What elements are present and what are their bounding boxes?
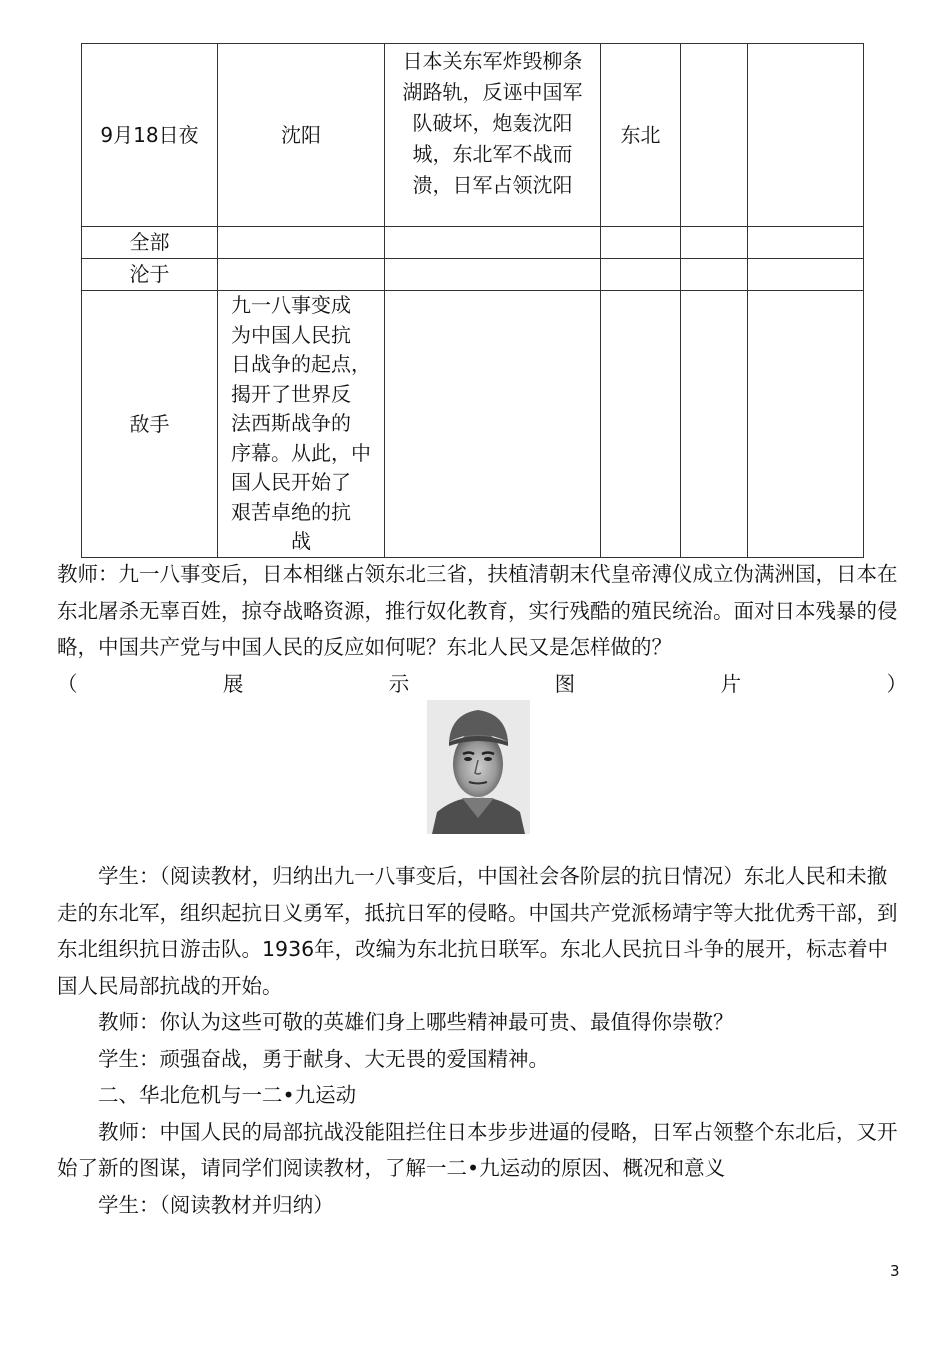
event-line: 溃，日军占领沈阳 <box>412 173 573 197</box>
show-char: 图 <box>554 671 576 696</box>
show-char: 示 <box>388 671 410 696</box>
student-paragraph-2: 学生：顽强奋战，勇于献身、大无畏的爱国精神。 <box>98 1046 549 1071</box>
place-cell: 沈阳 <box>218 44 385 227</box>
label-cell: 沦于 <box>82 259 218 291</box>
empty-cell <box>385 227 601 259</box>
empty-cell <box>681 227 748 259</box>
teacher-paragraph-2: 教师：你认为这些可敬的英雄们身上哪些精神最可贵、最值得你崇敬？ <box>98 1010 734 1034</box>
page-number: 3 <box>890 1262 900 1280</box>
table-row <box>82 227 864 259</box>
meaning-line: 为中国人民抗 <box>231 322 351 347</box>
meaning-line: 日战争的起点， <box>231 352 371 376</box>
student-answer-block <box>57 858 907 1223</box>
section-heading: 二、华北危机与一二•九运动 <box>98 1083 357 1107</box>
meaning-line: 揭开了世界反 <box>231 381 351 406</box>
meaning-line: 法西斯战争的 <box>231 411 351 435</box>
teacher-question-text: 教师：九一八事变后，日本相继占领东北三省，扶植清朝末代皇帝溥仪成立伪满洲国，日本在东北屠杀无辜百姓，掠夺战略资源，推行奴化教育，实行残酷的殖民统治。面对日本残暴的侵略，中国共产党与中国人民的反应如何呢？东北人民又是怎样做的？ <box>57 562 898 659</box>
event-cell <box>385 44 601 227</box>
empty-cell <box>681 44 748 227</box>
show-char: 片 <box>720 671 742 696</box>
event-line: 日本关东军炸毁柳条 <box>402 49 583 73</box>
empty-cell <box>748 44 864 227</box>
event-line: 城，东北军不战而 <box>412 142 573 166</box>
show-char: ） <box>886 671 907 696</box>
show-picture-line <box>57 666 907 703</box>
meaning-line: 战 <box>291 529 311 553</box>
empty-cell <box>218 227 385 259</box>
meaning-line: 艰苦卓绝的抗 <box>231 499 351 524</box>
meaning-cell <box>218 291 385 558</box>
label-cell: 全部 <box>82 227 218 259</box>
student-paragraph-3: 学生：（阅读教材并归纳） <box>98 1192 334 1217</box>
meaning-line: 国人民开始了 <box>231 470 351 494</box>
date-cell: 9月18日夜 <box>82 44 218 227</box>
empty-cell <box>218 259 385 291</box>
empty-cell <box>748 291 864 558</box>
student-paragraph: 学生：（阅读教材，归纳出九一八事变后，中国社会各阶层的抗日情况）东北人民和未撤走的东北军，组织起抗日义勇军，抵抗日军的侵略。中国共产党派杨靖宇等大批优秀干部，到东北组织抗日游击队。1936年，改编为东北抗日联军。东北人民抗日斗争的展开，标志着中国人民局部抗战的开始。 <box>57 864 898 998</box>
empty-cell <box>601 291 681 558</box>
empty-cell <box>601 259 681 291</box>
teacher-paragraph-1 <box>57 556 907 702</box>
label-cell: 敌手 <box>82 291 218 558</box>
region-cell: 东北 <box>601 44 681 227</box>
portrait-photo <box>427 700 530 834</box>
table-row <box>82 291 864 558</box>
table-row <box>82 44 864 227</box>
empty-cell <box>601 227 681 259</box>
empty-cell <box>385 259 601 291</box>
empty-cell <box>748 227 864 259</box>
show-char: 展 <box>222 671 244 696</box>
empty-cell <box>748 259 864 291</box>
teacher-paragraph-3: 教师：中国人民的局部抗战没能阻拦住日本步步进逼的侵略，日军占领整个东北后，又开始了新的图谋，请同学们阅读教材，了解一二•九运动的原因、概况和意义 <box>57 1119 898 1180</box>
empty-cell <box>681 259 748 291</box>
event-line: 队破坏，炮轰沈阳 <box>412 111 573 135</box>
empty-cell <box>681 291 748 558</box>
table-row <box>82 259 864 291</box>
meaning-line: 九一八事变成 <box>231 293 351 317</box>
empty-cell <box>385 291 601 558</box>
show-char: （ <box>57 671 78 696</box>
meaning-line: 序幕。从此，中 <box>231 440 371 465</box>
events-table <box>81 43 864 558</box>
event-line: 湖路轨，反诬中国军 <box>402 80 583 104</box>
